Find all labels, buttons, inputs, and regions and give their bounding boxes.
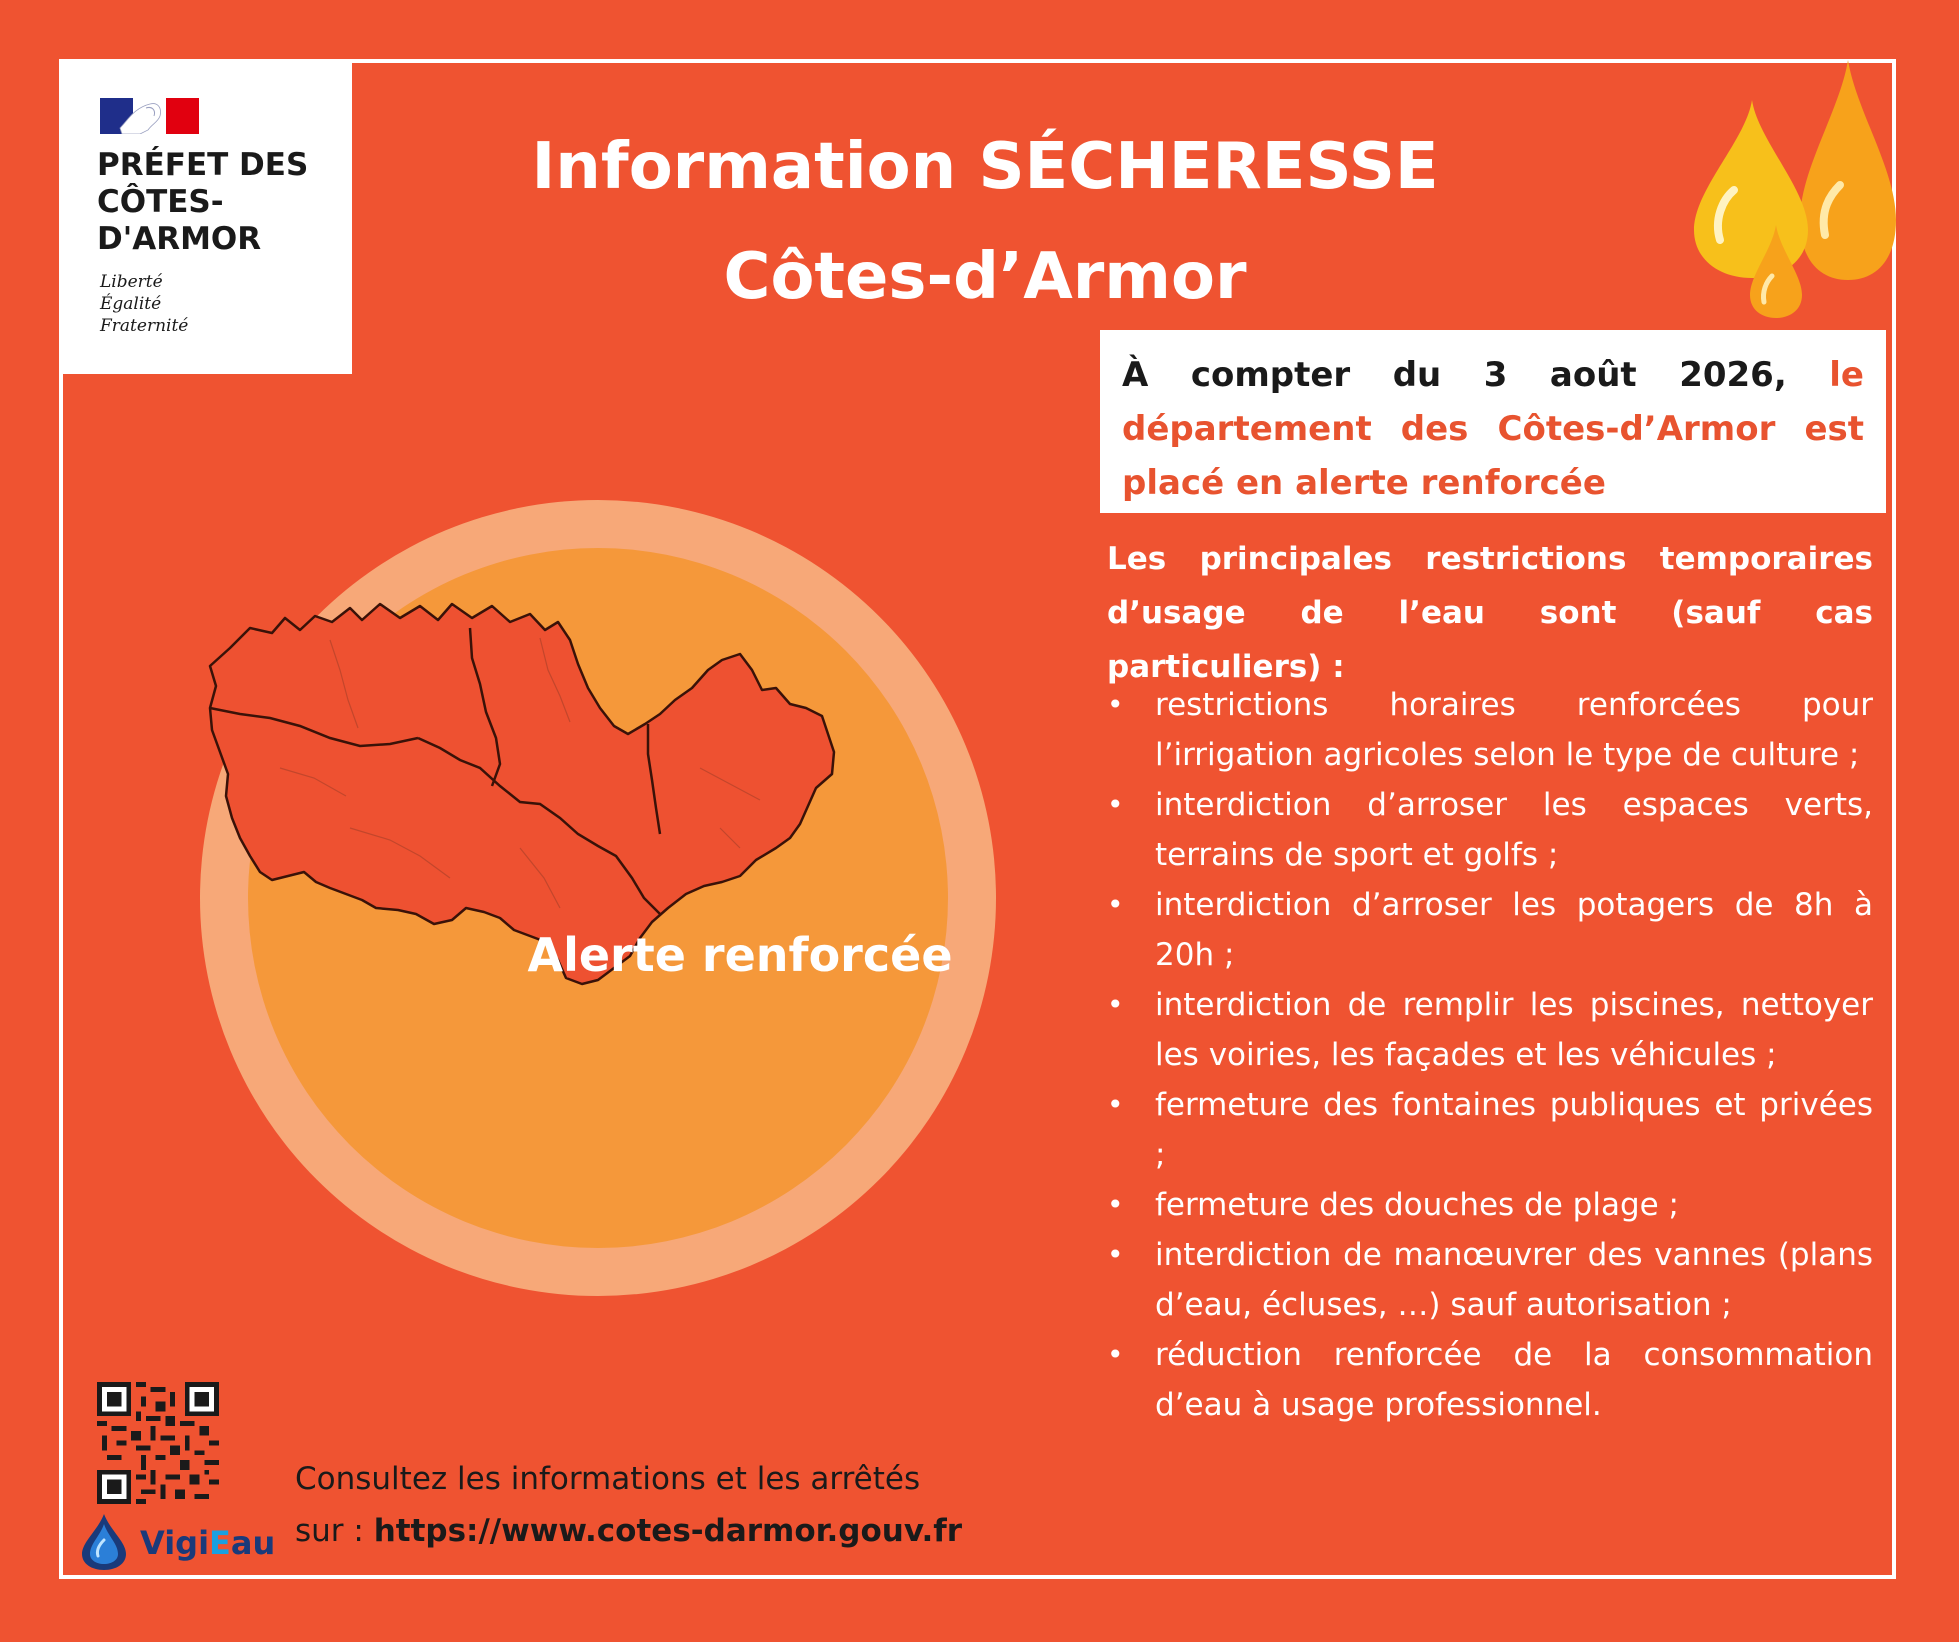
consult-info-text (295, 1453, 962, 1557)
motto-egalite: Égalité (100, 294, 162, 314)
main-title: Information SÉCHERESSE (531, 130, 1439, 204)
water-drop-logo-icon (76, 1512, 132, 1572)
department-title: Côtes-d’Armor (723, 240, 1247, 314)
restriction-item: • interdiction de remplir les piscines, nettoyer les voiries, les façades et les véhicules ; (1107, 980, 1873, 1080)
bullet-icon: • (1107, 1188, 1124, 1221)
restriction-item: • réduction renforcée de la consommation d’eau à usage professionnel. (1107, 1330, 1873, 1430)
consult-line: Consultez les informations et les arrêtés (295, 1461, 921, 1497)
map-alert-label: Alerte renforcée (527, 928, 953, 982)
bullet-icon: • (1107, 1338, 1124, 1371)
alert-notice-text (1122, 348, 1864, 510)
prefet-logo (63, 63, 352, 374)
restriction-item: • interdiction d’arroser les espaces verts, terrains de sport et golfs ; (1107, 780, 1873, 880)
alert-date-text: À compter du 3 août 2026, (1122, 355, 1787, 395)
motto-fraternite: Fraternité (100, 316, 189, 336)
alert-level-text: le département des Côtes-d’Armor est placé en alerte renforcée (1122, 355, 1864, 503)
prefecture-website-link[interactable]: https://www.cotes-darmor.gouv.fr (373, 1513, 963, 1549)
bullet-icon: • (1107, 888, 1124, 921)
department-map (100, 408, 1096, 1308)
restriction-item: • fermeture des douches de plage ; (1107, 1180, 1873, 1230)
bullet-icon: • (1107, 688, 1124, 721)
water-drops-icon (1680, 60, 1900, 320)
motto-liberte: Liberté (100, 272, 163, 292)
restrictions-list (1107, 680, 1873, 1430)
restriction-item: • fermeture des fontaines publiques et privées ; (1107, 1080, 1873, 1180)
restriction-item: • restrictions horaires renforcées pour l’irrigation agricoles selon le type de culture ; (1107, 680, 1873, 780)
bullet-icon: • (1107, 1238, 1124, 1271)
bullet-icon: • (1107, 1088, 1124, 1121)
consult-prefix: sur : (295, 1513, 374, 1549)
marianne-flag-icon (100, 98, 199, 134)
restriction-item: • interdiction d’arroser les potagers de 8h à 20h ; (1107, 880, 1873, 980)
restrictions-heading: Les principales restrictions temporaires d’usage de l’eau sont (sauf cas particuliers) : (1107, 541, 1873, 685)
map-circle-graphic (100, 408, 1096, 1308)
restriction-item: • interdiction de manœuvrer des vannes (plans d’eau, écluses, …) sauf autorisation ; (1107, 1230, 1873, 1330)
vigieau-logo (76, 1512, 276, 1572)
prefet-title: PRÉFET DES CÔTES-D'ARMOR (97, 147, 309, 257)
alert-notice-box (1100, 330, 1886, 513)
republic-motto (100, 271, 188, 337)
bullet-icon: • (1107, 788, 1124, 821)
qr-code-icon[interactable] (97, 1382, 219, 1504)
vigieau-wordmark: VigiEau (140, 1524, 276, 1562)
bullet-icon: • (1107, 988, 1124, 1021)
